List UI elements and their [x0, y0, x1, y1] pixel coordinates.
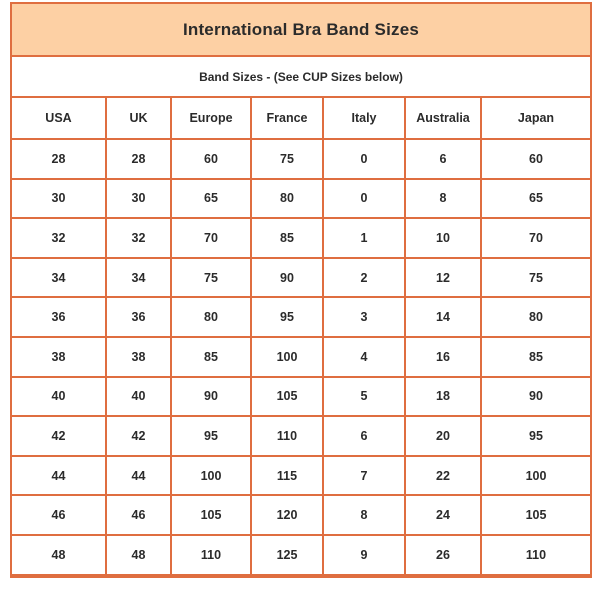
- cell: 9: [323, 535, 405, 576]
- cell: 90: [481, 377, 591, 417]
- cell: 80: [171, 297, 251, 337]
- cell: 42: [11, 416, 106, 456]
- cell: 120: [251, 495, 323, 535]
- header-row: [11, 97, 591, 139]
- cell: 7: [323, 456, 405, 496]
- cell: 8: [323, 495, 405, 535]
- cell: 6: [405, 139, 481, 179]
- cell: 34: [11, 258, 106, 298]
- cell: 70: [481, 218, 591, 258]
- cell: 48: [106, 535, 171, 576]
- cell: 1: [323, 218, 405, 258]
- cell: 20: [405, 416, 481, 456]
- cell: 85: [251, 218, 323, 258]
- column-header: France: [251, 97, 323, 139]
- cell: 28: [106, 139, 171, 179]
- table-row: [11, 258, 591, 298]
- cell: 16: [405, 337, 481, 377]
- cell: 48: [11, 535, 106, 576]
- cell: 40: [11, 377, 106, 417]
- cell: 80: [251, 179, 323, 219]
- cell: 38: [106, 337, 171, 377]
- cell: 110: [171, 535, 251, 576]
- cell: 0: [323, 179, 405, 219]
- cell: 90: [171, 377, 251, 417]
- cell: 18: [405, 377, 481, 417]
- table-row: [11, 218, 591, 258]
- column-header: Europe: [171, 97, 251, 139]
- cell: 105: [481, 495, 591, 535]
- cell: 14: [405, 297, 481, 337]
- table-row: [11, 377, 591, 417]
- cell: 125: [251, 535, 323, 576]
- cell: 30: [106, 179, 171, 219]
- cell: 40: [106, 377, 171, 417]
- table-subtitle: Band Sizes - (See CUP Sizes below): [11, 56, 591, 97]
- cell: 60: [171, 139, 251, 179]
- cell: 3: [323, 297, 405, 337]
- cell: 44: [106, 456, 171, 496]
- cell: 100: [481, 456, 591, 496]
- cell: 80: [481, 297, 591, 337]
- cell: 22: [405, 456, 481, 496]
- cell: 38: [11, 337, 106, 377]
- cell: 95: [481, 416, 591, 456]
- cell: 46: [11, 495, 106, 535]
- cell: 105: [251, 377, 323, 417]
- title-row: [11, 3, 591, 56]
- column-header: USA: [11, 97, 106, 139]
- cell: 105: [171, 495, 251, 535]
- cell: 46: [106, 495, 171, 535]
- cell: 100: [171, 456, 251, 496]
- cell: 32: [11, 218, 106, 258]
- cell: 65: [171, 179, 251, 219]
- column-header: Italy: [323, 97, 405, 139]
- table-body: [11, 139, 591, 576]
- cell: 100: [251, 337, 323, 377]
- cell: 85: [481, 337, 591, 377]
- cell: 75: [481, 258, 591, 298]
- cell: 8: [405, 179, 481, 219]
- cell: 26: [405, 535, 481, 576]
- cell: 36: [106, 297, 171, 337]
- cell: 90: [251, 258, 323, 298]
- cell: 12: [405, 258, 481, 298]
- cell: 110: [481, 535, 591, 576]
- cell: 42: [106, 416, 171, 456]
- table-row: [11, 416, 591, 456]
- cell: 95: [251, 297, 323, 337]
- cell: 34: [106, 258, 171, 298]
- cell: 10: [405, 218, 481, 258]
- cell: 24: [405, 495, 481, 535]
- table-row: [11, 297, 591, 337]
- table-row: [11, 139, 591, 179]
- cell: 95: [171, 416, 251, 456]
- band-size-table: [10, 2, 592, 578]
- cell: 85: [171, 337, 251, 377]
- cell: 75: [251, 139, 323, 179]
- cell: 60: [481, 139, 591, 179]
- cell: 115: [251, 456, 323, 496]
- cell: 32: [106, 218, 171, 258]
- column-header: Japan: [481, 97, 591, 139]
- cell: 2: [323, 258, 405, 298]
- column-header: Australia: [405, 97, 481, 139]
- table-row: [11, 495, 591, 535]
- cell: 28: [11, 139, 106, 179]
- table-row: [11, 456, 591, 496]
- cell: 110: [251, 416, 323, 456]
- subtitle-row: [11, 56, 591, 97]
- cell: 75: [171, 258, 251, 298]
- cell: 70: [171, 218, 251, 258]
- cell: 44: [11, 456, 106, 496]
- cell: 0: [323, 139, 405, 179]
- cell: 5: [323, 377, 405, 417]
- table-row: [11, 179, 591, 219]
- cell: 4: [323, 337, 405, 377]
- page-title: International Bra Band Sizes: [11, 3, 591, 56]
- table-row: [11, 337, 591, 377]
- cell: 30: [11, 179, 106, 219]
- cell: 6: [323, 416, 405, 456]
- column-header: UK: [106, 97, 171, 139]
- cell: 65: [481, 179, 591, 219]
- cell: 36: [11, 297, 106, 337]
- table-row: [11, 535, 591, 576]
